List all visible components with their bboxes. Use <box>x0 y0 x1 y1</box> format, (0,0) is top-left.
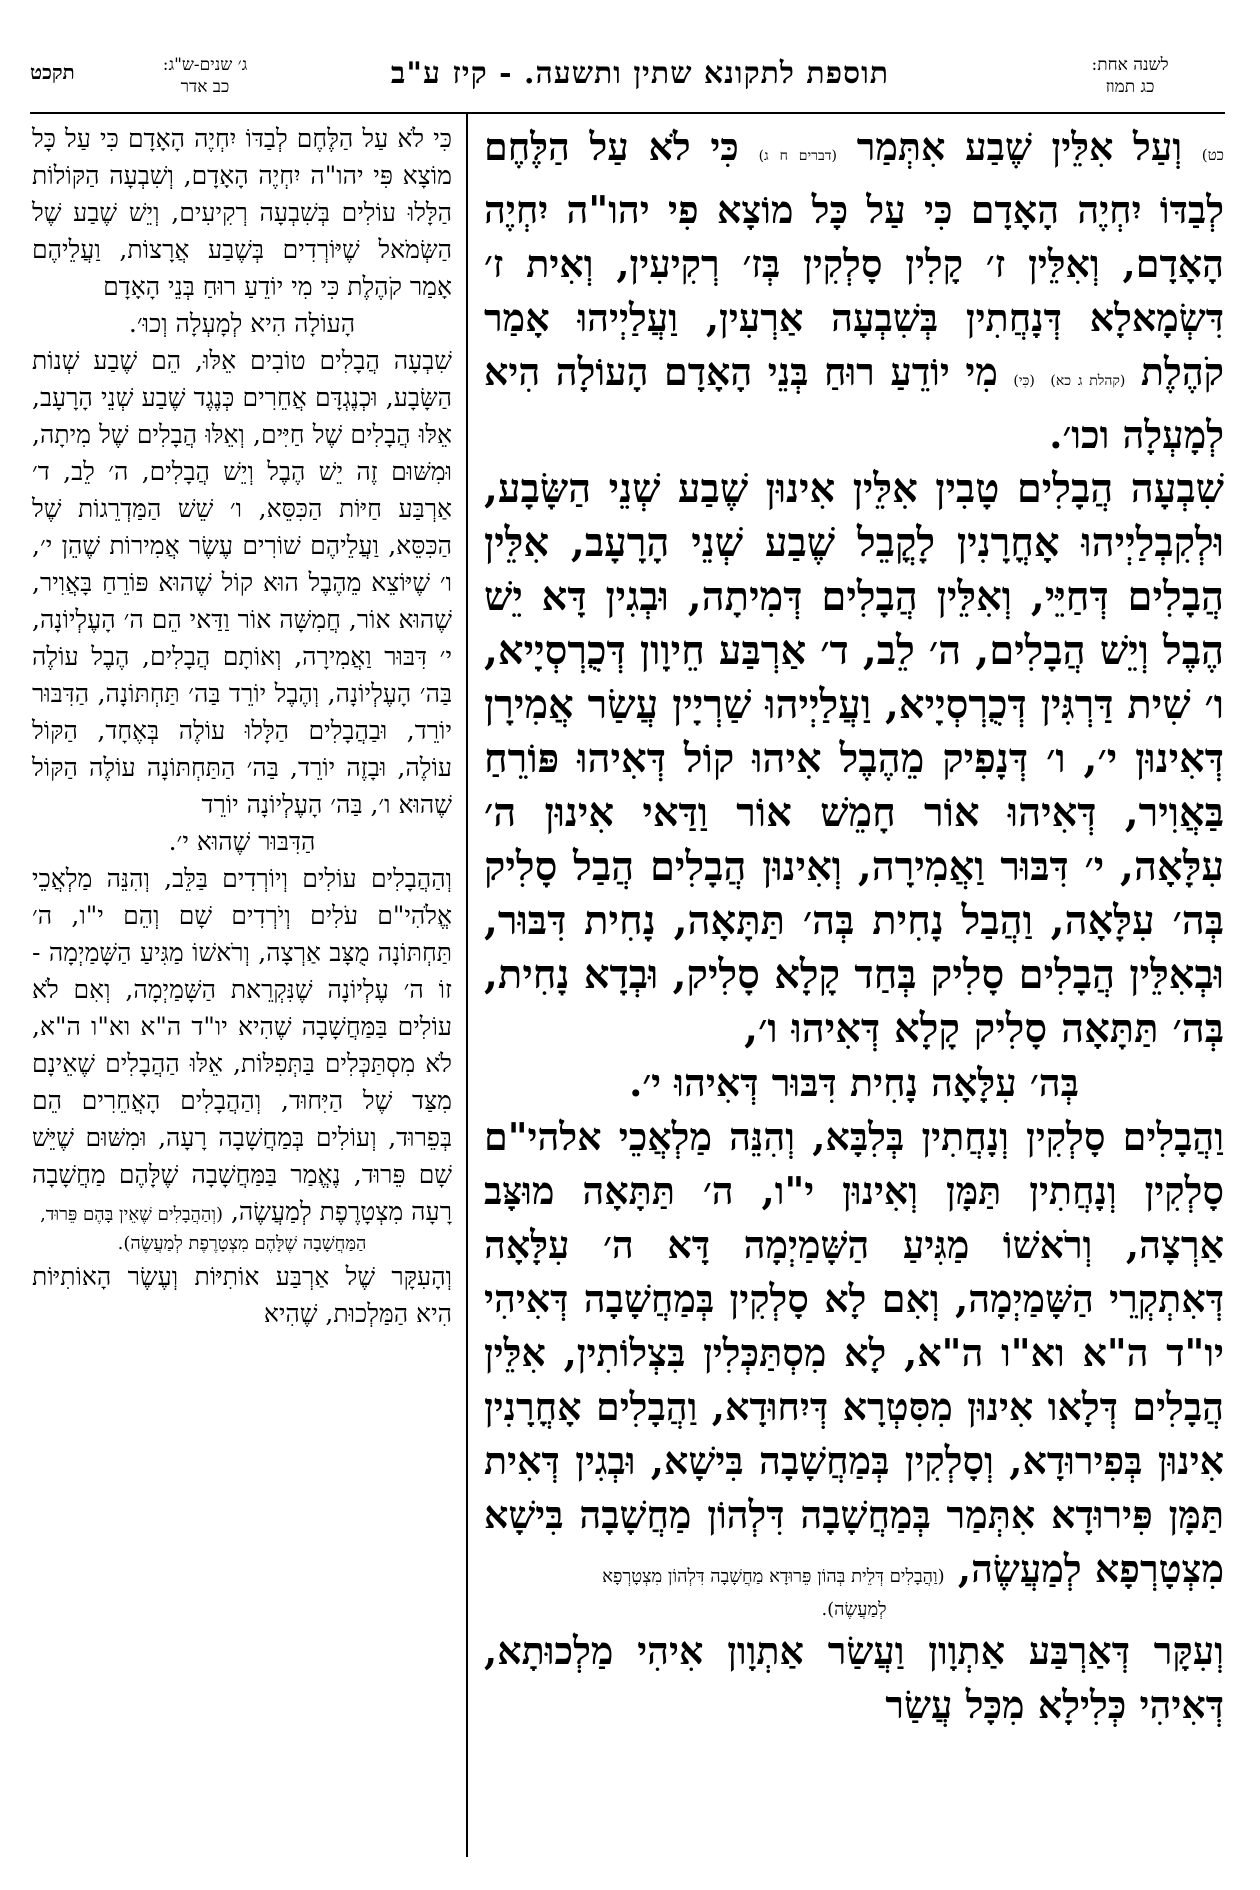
main-text: כִּי לֹא עַל הַלֶּחֶם לְבַדּוֹ יִחְיֶה הָאָדָם כִּי עַל כָּל מוֹצָא פִי יהו"ה יִחְיֶה הָאָדָם, וְאִלֵּין ז׳ קָלִין סָלְקִין בְּז׳ רְקִיעִין, וְאִית ז׳ דִּשְׂמָאלָא דְּנָחֲתִין בְּשִׁבְעָה אַרְעִין, וַעֲלַיְיהוּ אָמַר קֹהֶלֶת <box>484 124 1225 394</box>
header-left-line2: כב אדר <box>180 77 230 97</box>
header-right-line1: לשנה אחת: <box>1091 55 1169 75</box>
header-right-date <box>1050 54 1210 98</box>
main-paragraph-2-end: בְּה׳ עִלָּאָה נָחִית דִּבּוּר דְּאִיהוּ י׳. <box>629 1060 1079 1105</box>
main-paragraph-1 <box>484 120 1224 462</box>
side-parenthetical: (וְהַהֲבָלִים שֶׁאֵין בָּהֶם פֵּרוּד, <box>40 1204 223 1225</box>
main-parenthetical: (וַהֲבָלִים דְּלֵית בְּהוֹן פֵּרוּדָא מַחֲשָׁבָה דִּלְהוֹן מִצְטָרְפָא <box>602 1566 945 1587</box>
source-reference: (קהלת ג כא) <box>1050 373 1126 389</box>
main-text: מִי יוֹדֵעַ רוּחַ בְּנֵי הָאָדָם הָעוֹלָה הִיא לְמָעְלָה וכו׳. <box>484 349 1224 457</box>
main-paragraph-4: וְעִקָּר דְּאַרְבַּע אַתְוָון וַעֲשַׂר אַתְוָון אִיהִי מַלְכוּתָא, דְּאִיהִי כְּלִילָא מִכָּל עֲשַׂר <box>484 1628 1224 1727</box>
main-paragraph-3 <box>484 1110 1224 1596</box>
side-paragraph-2-end: הַדִּבּוּר שֶׁהוּא י׳. <box>168 827 316 856</box>
main-paragraph-2 <box>484 462 1224 1056</box>
side-paragraph-1: כִּי לֹא עַל הַלֶּחֶם לְבַדּוֹ יִחְיֶה הָאָדָם כִּי עַל כָּל מוֹצָא פִּי יהו"ה יִחְיֶה הָאָדָם, וְשִׁבְעָה הַקּוֹלוֹת הַלָּלוּ עוֹלִים בְּשִׁבְעָה רְקִיעִים, וְיֵשׁ שֶׁבַע שֶׁל הַשְּׂמֹאל שֶׁיּוֹרְדִים בְּשֶׁבַע אֲרָצוֹת, וַעֲלֵיהֶם אָמַר קֹהֶלֶת כִּי מִי יוֹדֵעַ רוּחַ בְּנֵי הָאָדָם <box>32 124 452 301</box>
side-paragraph-1-end: הָעוֹלָה הִיא לְמָעְלָה וְכוּ׳. <box>128 309 356 338</box>
page-header <box>30 54 1210 112</box>
header-left-date <box>120 54 290 98</box>
side-paragraph-3 <box>32 860 452 1230</box>
column-divider <box>466 112 468 1857</box>
translation-column <box>32 120 452 1332</box>
main-text: שִׁבְעָה הֲבָלִים טָבִין אִלֵּין אִינוּן שֶׁבַע שְׁנֵי הַשָּׂבָע, וּלְקִבְלַיְיהוּ אָחֳרָנִין לָקֳבֵל שֶׁבַע שְׁנֵי הָרָעָב, אִלֵּין הֲבָלִים דְּחַיֵּי, וְאִלֵּין הֲבָלִים דְּמִיתָה, וּבְגִין דָּא יֵשׁ הֶבֶל וְיֵשׁ הֲבָלִים, ה׳ לֵב, ד׳ אַרְבַּע חֵיוָון דְּכֻרְסְיָיא, ו׳ שִׁית דַּרְגִּין דְּכֻרְסְיָיא, וַעֲלַיְיהוּ שַׁרְיָין עֲשַׂר אֲמִירָן דְּאִינוּן י׳, ו׳ דְּנָפִיק מֵהֶבֶל אִיהוּ קוֹל דְּאִיהוּ פּוֹרֵחַ בַּאֲוִיר, דְּאִיהוּ אוֹר חָמֵשׁ אוֹר וַדַּאי אִינוּן ה׳ עִלָּאָה, י׳ דִּבּוּר וַאֲמִירָה, וְאִינוּן הֲבָלִים הֲבַל סָלִיק בְּה׳ עִלָּאָה, וַהֲבַל נָחִית בְּה׳ תַּתָּאָה, נָחִית דִּבּוּר, וּבְאִלֵּין הֲבָלִים סָלִיק בְּחַד קָלָא סָלִיק, וּבְדָא נָחִית, בְּה׳ תַּתָּאָה סָלִיק קָלָא דְּאִיהוּ ו׳, <box>484 465 1225 1052</box>
source-reference: (כִּי) <box>1013 373 1035 389</box>
side-text: וְהַהֲבָלִים עוֹלִים וְיוֹרְדִים בַּלֵּב, וְהִנֵּה מַלְאֲכֵי אֱלֹהִי"ם עֹלִים וְיֹרְדִים שָׁם וְהֵם י"ו, ה׳ תַּחְתּוֹנָה מֻצָּב אַרְצָה, וְרֹאשׁוֹ מַגִּיעַ הַשָּׁמַיְמָה - זוֹ ה׳ עֶלְיוֹנָה שֶׁנִּקְרֵאת הַשָּׁמַיְמָה, וְאִם לֹא עוֹלִים בַּמַּחֲשָׁבָה שֶׁהִיא יו"ד ה"א וא"ו ה"א, לֹא מִסְתַּכְּלִים בַּתְּפִלּוֹת, אֵלּוּ הַהֲבָלִים שֶׁאֵינָם מִצַּד שֶׁל הַיִּחוּד, וְהַהֲבָלִים הָאֲחֵרִים הֵם בְּפֵרוּד, וְעוֹלִים בְּמַחֲשָׁבָה רָעָה, וּמִשּׁוּם שֶׁיֵּשׁ שָׁם פֵּרוּד, נֶאֱמַר בַּמַּחֲשָׁבָה שֶׁלָּהֶם מַחֲשָׁבָה רָעָה מִצְטָרֶפֶת לְמַעֲשֶׂה, <box>32 864 452 1226</box>
paragraph-number: כט) <box>1201 146 1224 164</box>
header-divider <box>30 112 1225 114</box>
main-column <box>484 120 1224 1732</box>
side-paragraph-4: וְהָעִקָּר שֶׁל אַרְבַּע אוֹתִיּוֹת וְעֶשֶׂר הָאוֹתִיּוֹת הִיא הַמַּלְכוּת, שֶׁהִיא <box>32 1262 452 1328</box>
main-text: וְעַל אִלֵּין שֶׁבַע אִתְּמַר <box>856 124 1183 169</box>
side-paragraph-2: שִׁבְעָה הֲבָלִים טוֹבִים אֵלּוּ, הֵם שֶׁבַע שְׁנוֹת הַשָּׂבָע, וּכְנֶגְדָּם אֲחֵרִים כְּנֶגֶד שֶׁבַע שְׁנֵי הָרָעָב, אֵלּוּ הֲבָלִים שֶׁל חַיִּים, וְאֵלּוּ הֲבָלִים שֶׁל מִיתָה, וּמִשּׁוּם זֶה יֵשׁ הֶבֶל וְיֵשׁ הֲבָלִים, ה׳ לֵב, ד׳ אַרְבַּע חַיּוֹת הַכִּסֵּא, ו׳ שֵׁשׁ הַמַּדְרֵגוֹת שֶׁל הַכִּסֵּא, וַעֲלֵיהֶם שׁוֹרִים עֶשֶׂר אֲמִירוֹת שֶׁהֵן י׳, ו׳ שֶׁיּוֹצֵא מֵהֶבֶל הוּא קוֹל שֶׁהוּא פּוֹרֵחַ בָּאֲוִיר, שֶׁהוּא אוֹר, חֲמִשָּׁה אוֹר וַדַּאי הֵם ה׳ הָעֶלְיוֹנָה, י׳ דִּבּוּר וַאֲמִירָה, וְאוֹתָם הֲבָלִים, הֶבֶל עוֹלֶה בַּה׳ הָעֶלְיוֹנָה, וְהֶבֶל יוֹרֵד בַּה׳ תַּחְתּוֹנָה, הַדִּבּוּר יוֹרֵד, וּבַהֲבָלִים הַלָּלוּ עוֹלֶה בְּאֶחָד, הַקּוֹל עוֹלֶה, וּבָזֶה יוֹרֵד, בַּה׳ הַתַּחְתּוֹנָה עוֹלֶה הַקּוֹל שֶׁהוּא ו׳, בַּה׳ הָעֶלְיוֹנָה יוֹרֵד <box>32 346 452 819</box>
source-reference: (דברים ח ג) <box>758 148 837 164</box>
page-number: תקכט <box>30 60 75 84</box>
main-text: וַהֲבָלִים סָלְקִין וְנָחֲתִין בְּלִבָּא, וְהִנֵּה מַלְאֲכֵי אלהי"ם סָלְקִין וְנָחֲתִין תַּמָּן וְאִינוּן י"ו, ה׳ תַּתָּאָה מוּצָּב אַרְצָה, וְרֹאשׁוֹ מַגִּיעַ הַשָּׁמַיְמָה דָּא ה׳ עִלָּאָה דְּאִתְקְרֵי הַשָּׁמַיְמָה, וְאִם לָא סָלְקִין בְּמַחֲשָׁבָה דְּאִיהִי יו"ד ה"א וא"ו ה"א, לָא מִסְתַּכְּלִין בִּצְלוֹתִין, אִלֵּין הֲבָלִים דְּלָאו אִינוּן מִסִּטְרָא דְּיִחוּדָא, וַהֲבָלִים אָחֳרָנִין אִינוּן בְּפִירוּדָא, וְסָלְקִין בְּמַחֲשָׁבָה בִּישָׁא, וּבְגִין דְּאִית תַּמָּן פִּירוּדָא אִתְּמַר בְּמַחֲשָׁבָה דִּלְהוֹן מַחֲשָׁבָה בִּישָׁא מִצְטָרְפָא לְמַעֲשֶׂה, <box>484 1114 1224 1591</box>
main-parenthetical-end: לְמַעֲשֶׂה). <box>821 1599 887 1620</box>
side-parenthetical-end: הַמַּחֲשָׁבָה שֶׁלָּהֶם מִצְטָרֶפֶת לְמַעֲשֶׂה). <box>117 1233 367 1254</box>
header-left-line1: ג׳ שנים-ש"ג: <box>162 55 248 75</box>
page-title: תוספת לתקונא שתין ותשעה. - קיז ע"ב <box>390 56 890 91</box>
header-right-line2: כג תמוז <box>1105 77 1155 97</box>
